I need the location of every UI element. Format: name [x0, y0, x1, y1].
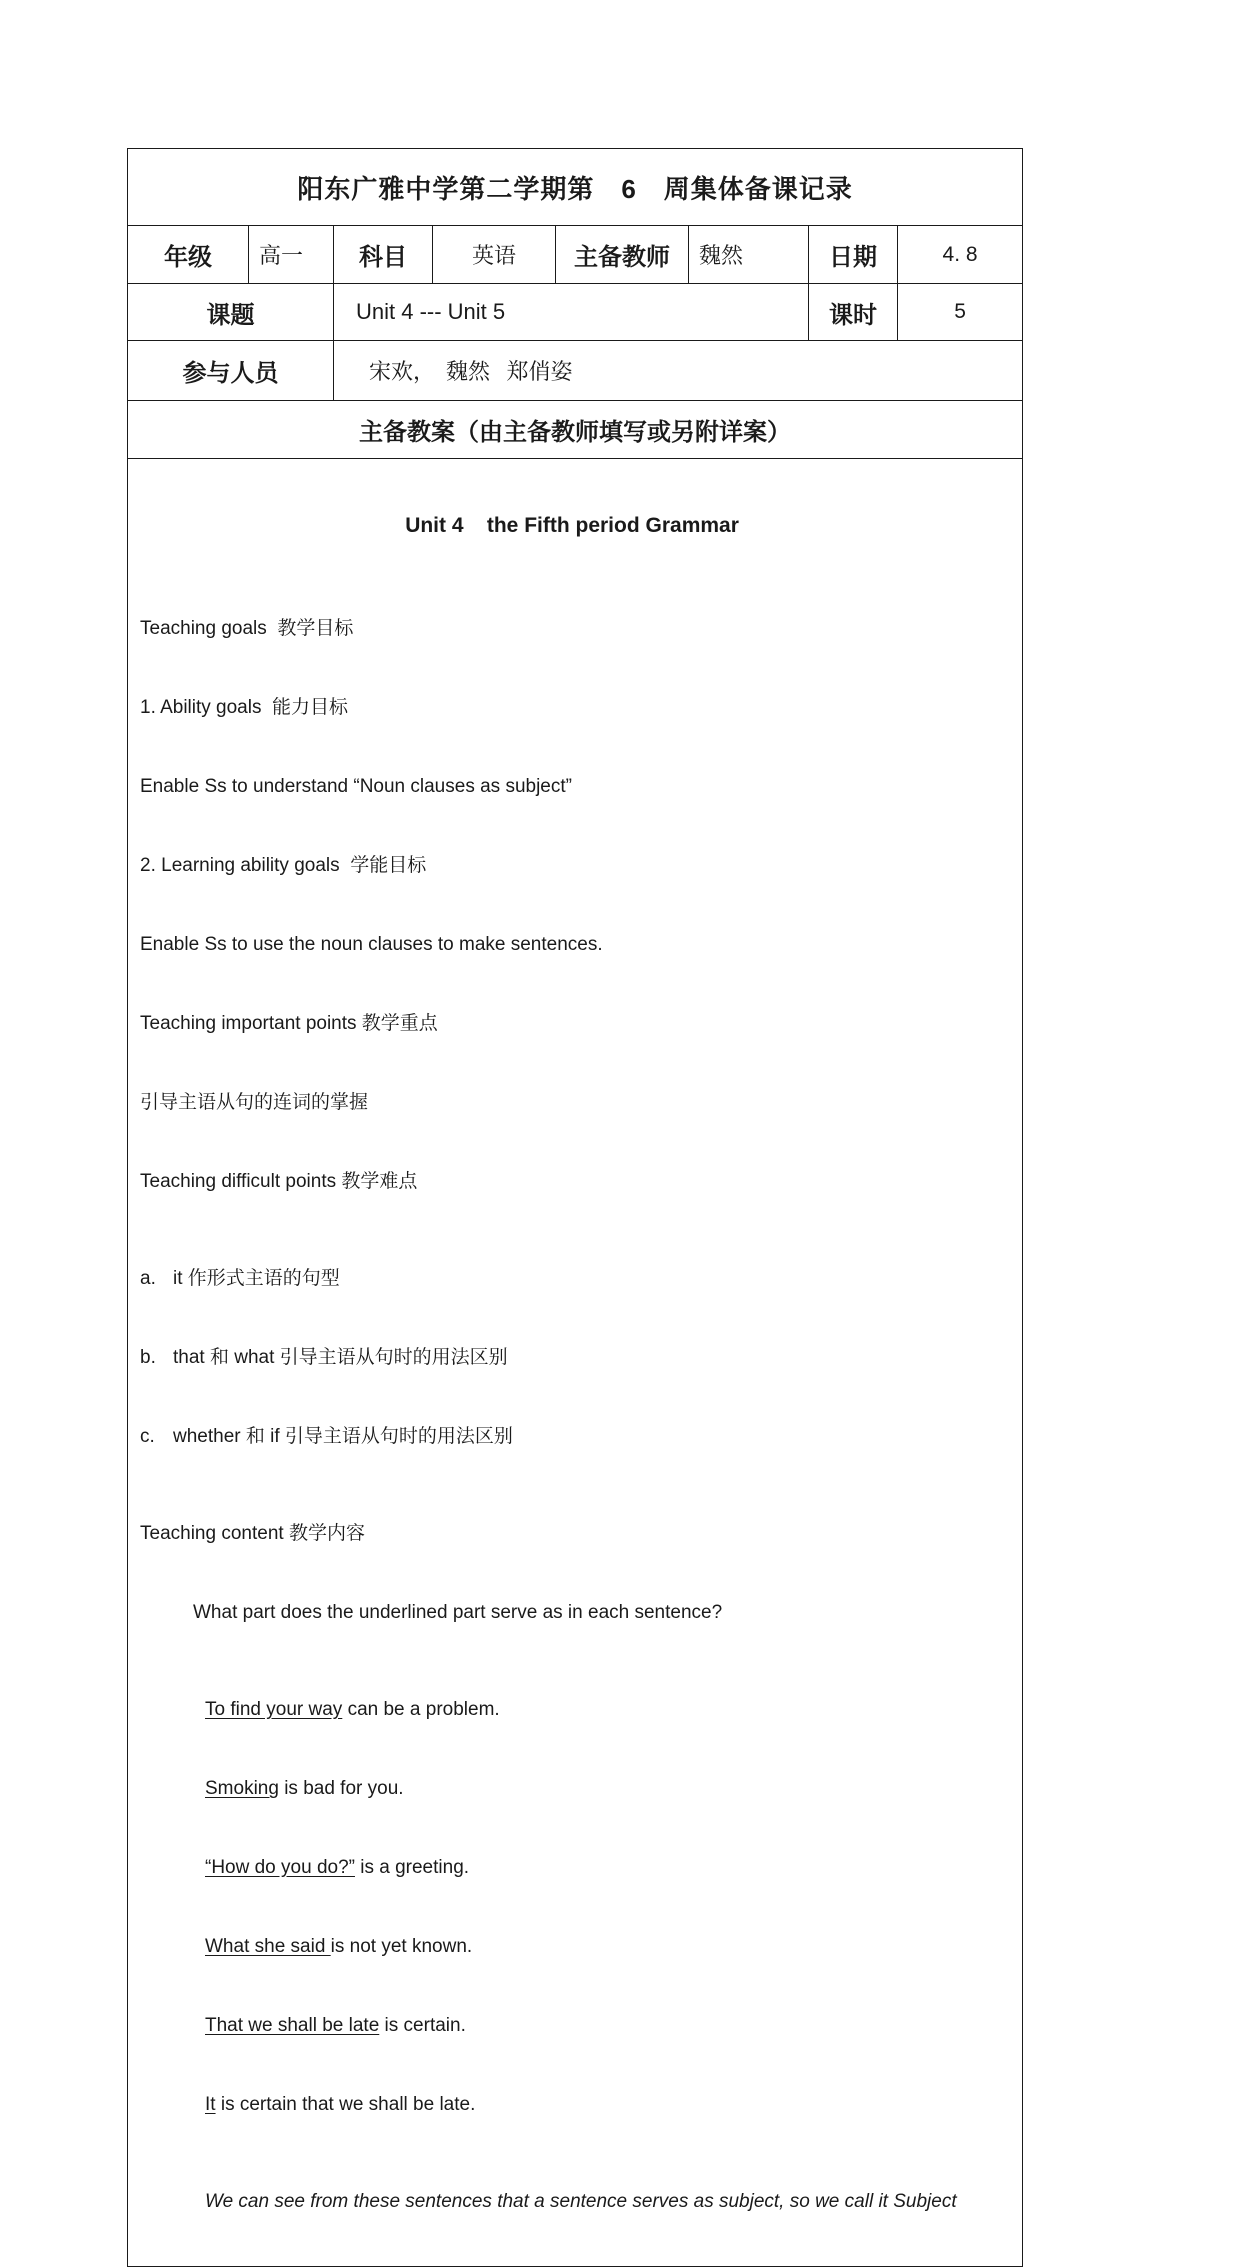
example-sentence-1 — [140, 1695, 1004, 1724]
underlined-part: “How do you do?” — [205, 1857, 355, 1878]
periods-value: 5 — [898, 284, 1023, 341]
participants-label: 参与人员 — [128, 341, 334, 401]
lead-teacher-value: 魏然 — [689, 226, 809, 284]
list-marker: c. — [140, 1426, 155, 1447]
paragraph-enable-use: Enable Ss to use the noun clauses to make sentences. — [140, 934, 603, 955]
document-title: 阳东广雅中学第二学期第 6 周集体备课记录 — [128, 149, 1023, 226]
paragraph-difficult-points: Teaching difficult points 教学难点 — [140, 1171, 418, 1192]
periods-label: 课时 — [809, 284, 898, 341]
example-sentence-2 — [140, 1774, 1004, 1803]
lesson-heading: Unit 4 the Fifth period Grammar — [405, 514, 739, 537]
underlined-part: It — [205, 2094, 216, 2115]
paragraph-important-points-detail: 引导主语从句的连词的掌握 — [140, 1092, 369, 1113]
topic-label: 课题 — [128, 284, 334, 341]
grade-label: 年级 — [128, 226, 249, 284]
paragraph-ability-goals: 1. Ability goals 能力目标 — [140, 697, 349, 718]
conclusion-line: We can see from these sentences that a sentence serves as subject, so we call it Subject — [205, 2191, 957, 2212]
section-header: 主备教案（由主备教师填写或另附详案） — [128, 401, 1023, 459]
topic-value: Unit 4 --- Unit 5 — [334, 284, 809, 341]
lesson-content-cell — [128, 459, 1023, 2267]
date-label: 日期 — [809, 226, 898, 284]
list-item-b — [140, 1343, 1004, 1372]
paragraph-important-points: Teaching important points 教学重点 — [140, 1013, 438, 1034]
underlined-part: What she said — [205, 1936, 331, 1957]
underlined-part: Smoking — [205, 1778, 279, 1799]
sentence-rest: is certain that we shall be late. — [215, 2094, 476, 2115]
list-item-c — [140, 1422, 1004, 1451]
sentence-rest: is not yet known. — [330, 1936, 473, 1957]
grade-value: 高一 — [249, 226, 334, 284]
underlined-part: That we shall be late — [205, 2015, 380, 2036]
subject-value: 英语 — [433, 226, 556, 284]
underlined-part: To find your way — [205, 1699, 343, 1720]
example-sentence-5 — [140, 2011, 1004, 2040]
list-marker: b. — [140, 1347, 156, 1368]
sentence-rest: is a greeting. — [354, 1857, 470, 1878]
list-text: it 作形式主语的句型 — [173, 1268, 340, 1289]
example-sentence-3 — [140, 1853, 1004, 1882]
sentence-rest: can be a problem. — [342, 1699, 500, 1720]
lead-teacher-label: 主备教师 — [556, 226, 689, 284]
list-text: that 和 what 引导主语从句时的用法区别 — [173, 1347, 508, 1368]
paragraph-enable-understand: Enable Ss to understand “Noun clauses as subject” — [140, 776, 572, 797]
example-sentence-4 — [140, 1932, 1004, 1961]
subject-label: 科目 — [334, 226, 433, 284]
participants-value: 宋欢， 魏然 郑俏姿 — [334, 341, 1023, 401]
example-sentence-6 — [140, 2090, 1004, 2119]
list-text: whether 和 if 引导主语从句时的用法区别 — [173, 1426, 513, 1447]
list-item-a — [140, 1264, 1004, 1293]
sentence-rest: is certain. — [379, 2015, 466, 2036]
list-marker: a. — [140, 1268, 156, 1289]
date-value: 4. 8 — [898, 226, 1023, 284]
paragraph-learning-ability-goals: 2. Learning ability goals 学能目标 — [140, 855, 427, 876]
question-line: What part does the underlined part serve as in each sentence? — [193, 1602, 723, 1623]
paragraph-teaching-goals: Teaching goals 教学目标 — [140, 618, 354, 639]
paragraph-teaching-content: Teaching content 教学内容 — [140, 1523, 365, 1544]
lesson-plan-table — [127, 148, 1023, 2267]
sentence-rest: is bad for you. — [278, 1778, 404, 1799]
